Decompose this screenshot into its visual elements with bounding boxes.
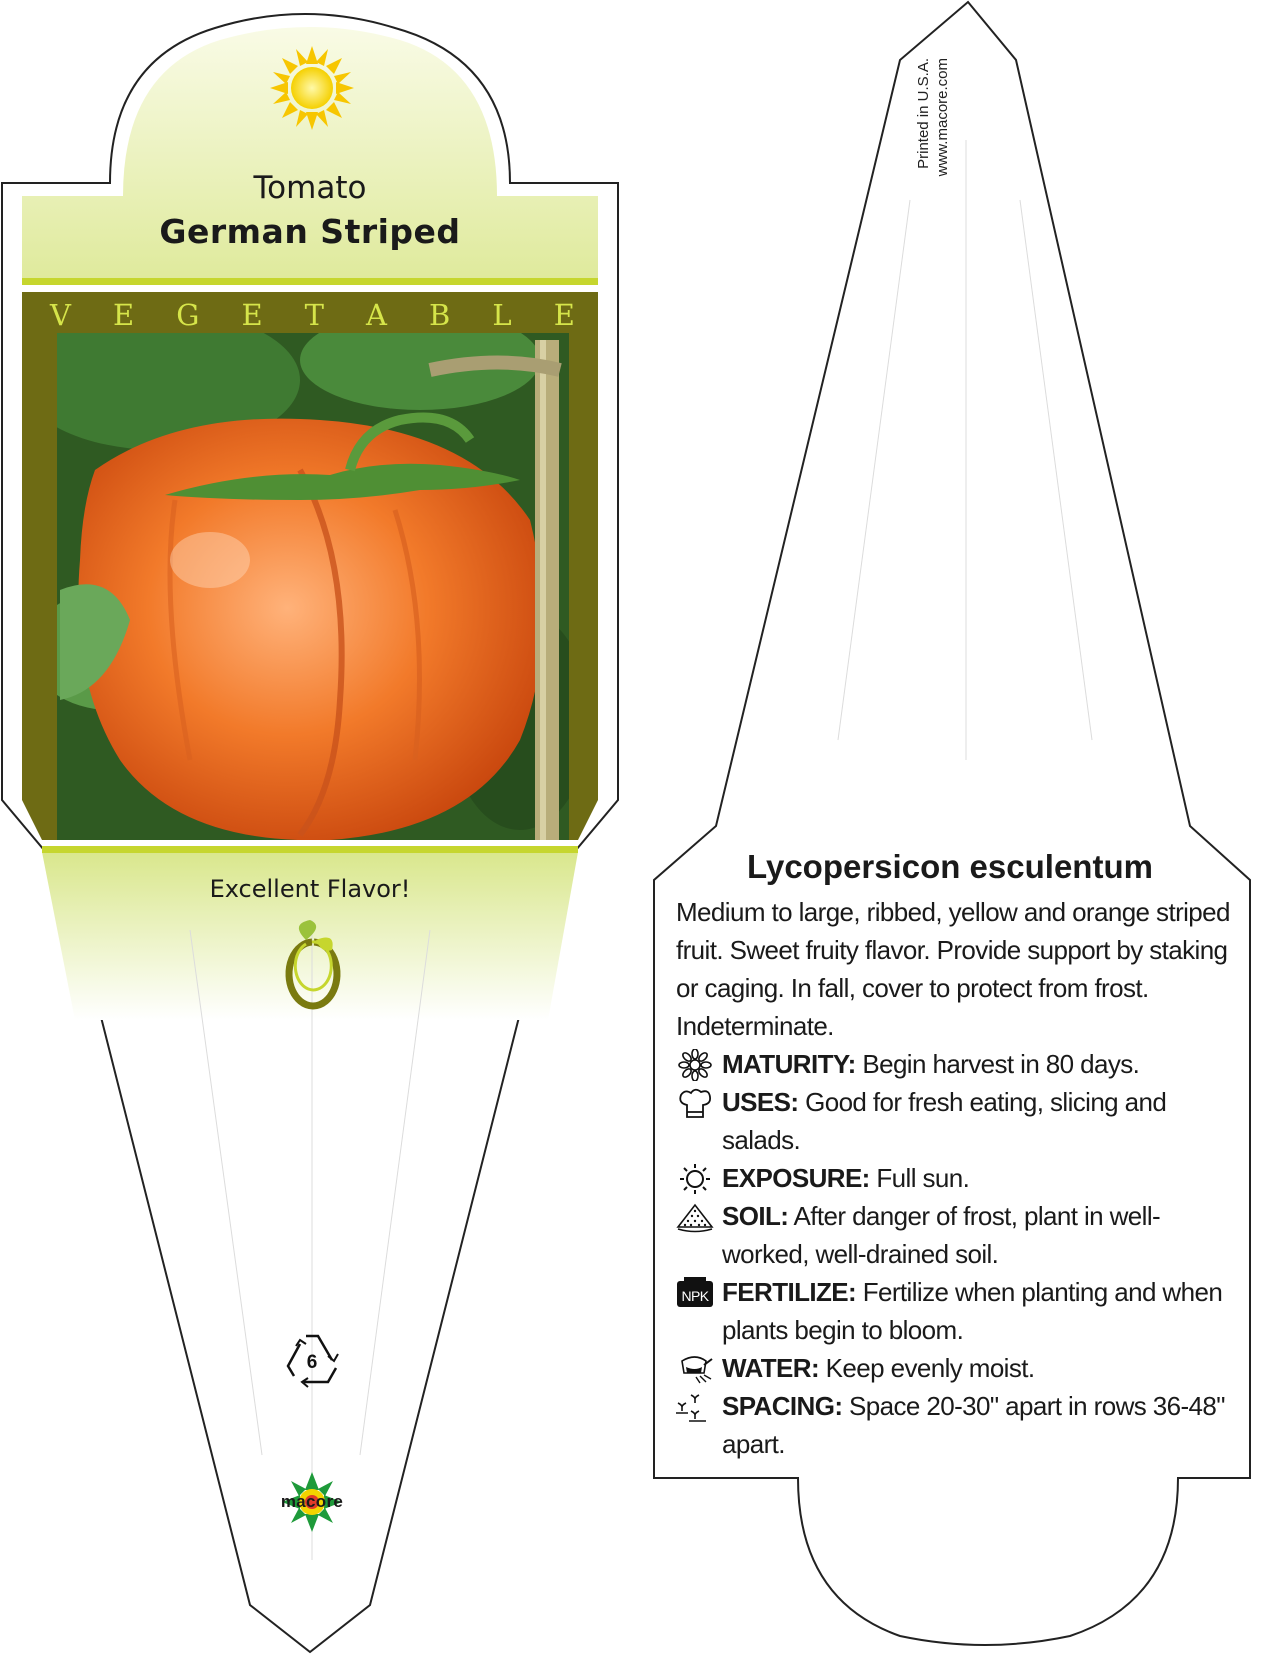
care-instructions xyxy=(676,893,1246,1463)
header-band xyxy=(22,278,598,285)
category-banner xyxy=(50,298,575,332)
maturity-text: Begin harvest in 80 days. xyxy=(855,1049,1140,1079)
category-letter: G xyxy=(176,298,200,332)
maturity-label: MATURITY: xyxy=(722,1049,856,1079)
description: Medium to large, ribbed, yellow and orange striped fruit. Sweet fruity flavor. Provide support by staking or caging. In fall, cover to protect from frost. Indeterminate. xyxy=(676,897,1230,1041)
lower-band xyxy=(42,846,578,853)
fertilize-row xyxy=(676,1273,1246,1349)
category-letter: T xyxy=(304,298,324,332)
fertilize-text: Fertilize when planting and when plants begin to bloom. xyxy=(722,1277,1223,1345)
exposure-label: EXPOSURE: xyxy=(722,1163,870,1193)
exposure-text: Full sun. xyxy=(869,1163,970,1193)
soil-row xyxy=(676,1197,1246,1273)
category-letter: E xyxy=(553,298,575,332)
soil-label: SOIL: xyxy=(722,1201,789,1231)
maturity-row xyxy=(676,1045,1246,1083)
category-letter: A xyxy=(366,298,387,332)
brand-name: macore xyxy=(280,1492,344,1511)
uses-label: USES: xyxy=(722,1087,799,1117)
print-info xyxy=(914,58,952,218)
watering-can-icon xyxy=(676,1353,714,1385)
exposure-row xyxy=(676,1159,1246,1197)
category-letter: L xyxy=(492,298,512,332)
category-letter: E xyxy=(241,298,263,332)
category-letter: B xyxy=(429,298,451,332)
category-letter: V xyxy=(50,298,71,332)
common-name: Tomato xyxy=(253,170,367,206)
npk-icon-text: NPK xyxy=(681,1288,709,1304)
sun-outline-icon xyxy=(676,1163,714,1195)
uses-row xyxy=(676,1083,1246,1159)
soil-icon xyxy=(676,1201,714,1233)
tagline: Excellent Flavor! xyxy=(209,875,411,903)
category-letter: E xyxy=(113,298,135,332)
website: www.macore.com xyxy=(934,58,951,177)
sun-icon xyxy=(270,46,354,130)
uses-text: Good for fresh eating, slicing and salads. xyxy=(722,1087,1167,1155)
flower-icon xyxy=(676,1049,714,1081)
printed-in: Printed in U.S.A. xyxy=(915,58,932,169)
spacing-label: SPACING: xyxy=(722,1391,843,1421)
water-text: Keep evenly moist. xyxy=(819,1353,1035,1383)
seedlings-icon xyxy=(676,1391,714,1423)
npk-icon xyxy=(676,1277,714,1309)
spacing-row xyxy=(676,1387,1246,1463)
variety-name: German Striped xyxy=(159,212,461,251)
botanical-name: Lycopersicon esculentum xyxy=(747,848,1153,885)
spacing-text: Space 20-30" apart in rows 36-48" apart. xyxy=(722,1391,1225,1459)
soil-text: After danger of frost, plant in well-worked, well-drained soil. xyxy=(722,1201,1161,1269)
tomato-photo xyxy=(20,310,590,840)
recycle-number: 6 xyxy=(306,1352,318,1373)
fertilize-label: FERTILIZE: xyxy=(722,1277,857,1307)
water-row xyxy=(676,1349,1246,1387)
water-label: WATER: xyxy=(722,1353,820,1383)
chef-hat-icon xyxy=(676,1087,714,1119)
